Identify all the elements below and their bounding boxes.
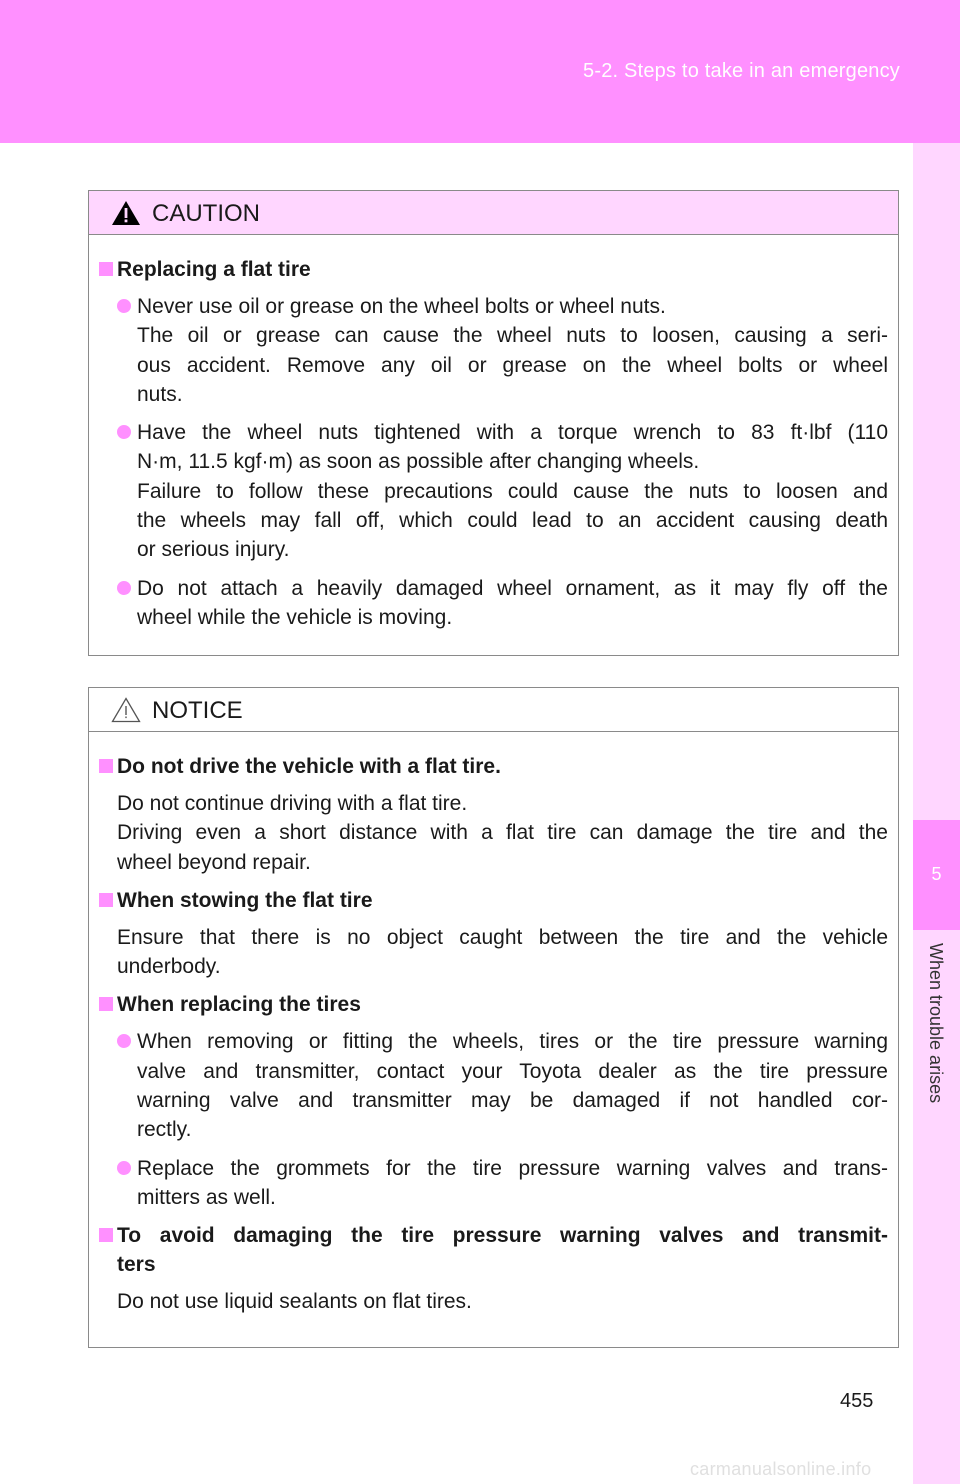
square-bullet-icon (99, 759, 113, 773)
side-tab (913, 143, 960, 1484)
watermark: carmanualsonline.info (690, 1459, 872, 1479)
circle-bullet-icon (117, 581, 131, 595)
notice-heading-3: When replacing the tires (99, 990, 888, 1019)
caution-header (89, 191, 898, 235)
notice-header (89, 688, 898, 732)
notice-heading-2: When stowing the flat tire (99, 886, 888, 915)
chapter-label: When trouble arises (926, 943, 946, 1104)
warning-outline-icon (111, 697, 141, 723)
notice-text-2: Ensure that there is no object caught between the tire and the vehicle underbody. (117, 925, 888, 979)
page-header (0, 0, 960, 143)
notice-box (88, 687, 899, 1348)
notice-bullet-1: When removing or fitting the wheels, tires or the tire pressure warning valve and transmitter, contact your Toyota dealer as the tire pressure warning valve and transmitter may be damaged if not handled cor- rectly. (99, 1027, 888, 1144)
notice-bullet-2: Replace the grommets for the tire pressure warning valves and trans- mitters as well. (99, 1154, 888, 1213)
caution-bullet-3: Do not attach a heavily damaged wheel ornament, as it may fly off the wheel while the vehicle is moving. (99, 574, 888, 633)
circle-bullet-icon (117, 1161, 131, 1175)
circle-bullet-icon (117, 425, 131, 439)
notice-text-4: Do not use liquid sealants on flat tires. (117, 1290, 472, 1314)
chapter-number: 5 (931, 864, 942, 884)
section-title: 5-2. Steps to take in an emergency (583, 60, 900, 82)
square-bullet-icon (99, 1228, 113, 1242)
circle-bullet-icon (117, 1034, 131, 1048)
caution-title: CAUTION (152, 200, 260, 227)
notice-heading-1: Do not drive the vehicle with a flat tire. (99, 752, 888, 781)
square-bullet-icon (99, 893, 113, 907)
notice-text-1: Do not continue driving with a flat tire. Driving even a short distance with a flat tire can damage the tire and the wheel beyond repair. (117, 792, 888, 874)
warning-filled-icon (111, 200, 141, 226)
page-number: 455 (840, 1390, 874, 1412)
notice-title: NOTICE (152, 697, 243, 724)
circle-bullet-icon (117, 299, 131, 313)
square-bullet-icon (99, 262, 113, 276)
caution-bullet-1: Never use oil or grease on the wheel bolts or wheel nuts. The oil or grease can cause the wheel nuts to loosen, causing a seri- ous accident. Remove any oil or grease on the wheel bolts or wheel nuts. (99, 292, 888, 409)
caution-heading: Replacing a flat tire (99, 255, 888, 284)
caution-box (88, 190, 899, 656)
caution-bullet-2: Have the wheel nuts tightened with a torque wrench to 83 ft·lbf (110 N·m, 11.5 kgf·m) as soon as possible after changing wheels. Failure to follow these precautions could cause the nuts to loosen and the wheels may fall off, which could lead to an accident causing death or serious injury. (99, 418, 888, 564)
chapter-tab (913, 820, 960, 930)
notice-heading-4: To avoid damaging the tire pressure warning valves and transmit- ters (99, 1221, 888, 1279)
square-bullet-icon (99, 997, 113, 1011)
